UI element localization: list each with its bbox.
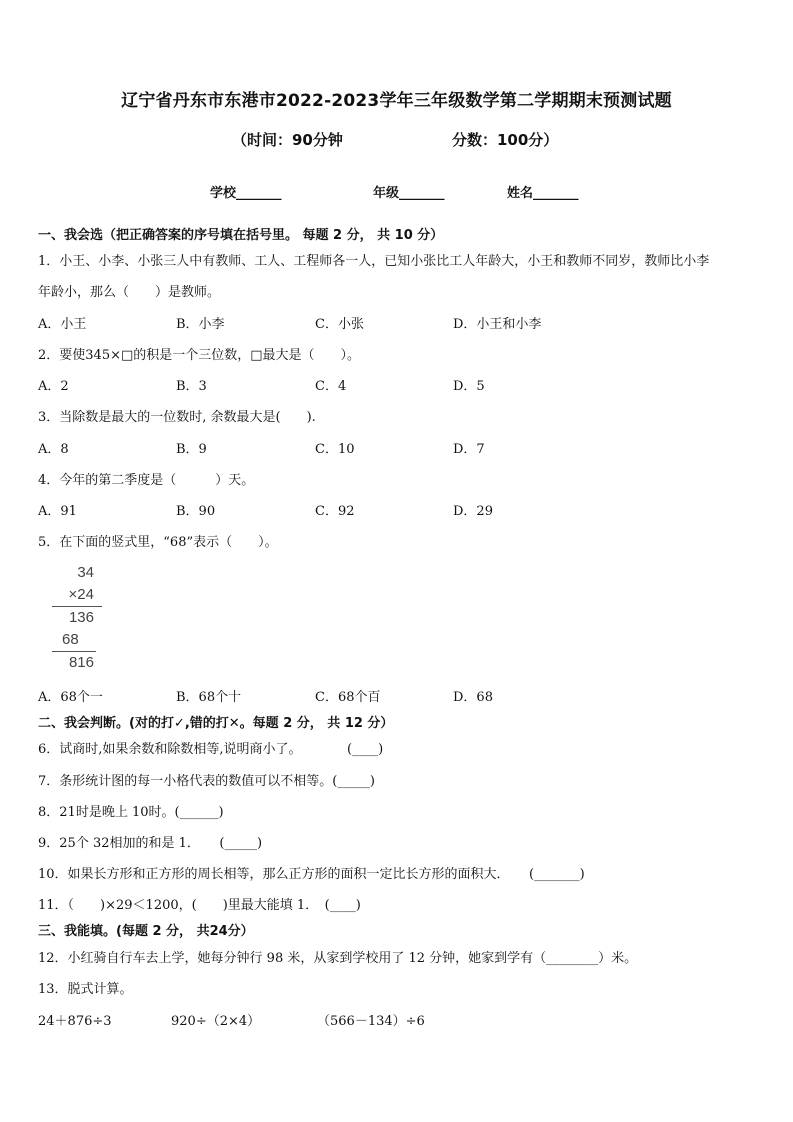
question-1-text-cont: 年龄小，那么（ ）是教师。 [38,285,221,300]
expression-1: 24＋876÷3 [38,1014,112,1029]
section-heading-3: 三、我能填。(每题 2 分， 共24分） [38,924,254,939]
question-5-option-c: C．68个百 [315,690,381,705]
question-4-option-c: C．92 [315,504,355,519]
question-2-option-a: A．2 [38,379,69,394]
question-1-text: 1．小王、小李、小张三人中有教师、工人、工程师各一人，已知小张比工人年龄大，小王和教师不同岁，教师比小李 [38,254,710,269]
question-9-text: 9．25个 32相加的和是 1． (_____) [38,836,263,851]
question-3-option-a: A．8 [38,442,69,457]
question-11-text: 11．（ )×29＜1200，( )里最大能填 1． (____) [38,898,361,913]
question-3-option-d: D．7 [453,442,485,457]
question-2-option-d: D．5 [453,379,485,394]
calc-line-3: 136 [68,609,94,626]
question-1-option-c: C．小张 [315,317,364,332]
calc-line-5: 816 [68,654,94,671]
section-heading-1: 一、我会选（把正确答案的序号填在括号里。 每题 2 分， 共 10 分） [38,228,444,243]
question-7-text: 7．条形统计图的每一小格代表的数值可以不相等。(_____) [38,774,375,789]
vertical-multiplication [52,562,102,674]
question-3-text: 3．当除数是最大的一位数时, 余数最大是( ). [38,410,316,425]
question-6-text: 6．试商时,如果余数和除数相等,说明商小了。 (____) [38,742,384,757]
question-5-option-a: A．68个一 [38,690,103,705]
calc-line-2: ×24 [52,584,102,607]
calc-line-1: 34 [77,564,94,581]
question-2-text: 2．要使345×□的积是一个三位数，□最大是（ ）。 [38,348,361,363]
question-12-text: 12．小红骑自行车去上学，她每分钟行 98 米，从家到学校用了 12 分钟，她家到学有（________）米。 [38,951,638,966]
exam-score: 分数：100分） [452,131,559,149]
exam-time: （时间：90分钟 [232,131,343,149]
question-3-option-c: C．10 [315,442,355,457]
question-4-text: 4．今年的第二季度是（ ）天。 [38,473,255,488]
grade-field: 年级_______ [373,186,445,201]
question-4-option-d: D．29 [453,504,493,519]
calc-line-4: 68 [52,629,96,652]
question-8-text: 8．21时是晚上 10时。(______) [38,805,224,820]
section-heading-2: 二、我会判断。(对的打✓,错的打✕。每题 2 分， 共 12 分） [38,716,394,731]
question-4-option-a: A．91 [38,504,77,519]
question-2-option-c: C．4 [315,379,347,394]
question-13-text: 13．脱式计算。 [38,982,133,997]
question-2-option-b: B．3 [176,379,207,394]
question-5-option-d: D．68 [453,690,493,705]
question-1-option-a: A．小王 [38,317,87,332]
expression-3: （566－134）÷6 [317,1014,425,1029]
school-field: 学校_______ [210,186,282,201]
question-1-option-b: B．小李 [176,317,225,332]
question-4-option-b: B．90 [176,504,216,519]
question-5-option-b: B．68个十 [176,690,242,705]
question-10-text: 10．如果长方形和正方形的周长相等，那么正方形的面积一定比长方形的面积大． (_______) [38,867,585,882]
name-field: 姓名_______ [507,186,579,201]
question-3-option-b: B．9 [176,442,207,457]
question-1-option-d: D．小王和小李 [453,317,542,332]
question-5-text: 5．在下面的竖式里，“68”表示（ ）。 [38,535,278,550]
expression-2: 920÷（2×4） [171,1014,261,1029]
page-title: 辽宁省丹东市东港市2022-2023学年三年级数学第二学期期末预测试题 [121,91,672,111]
